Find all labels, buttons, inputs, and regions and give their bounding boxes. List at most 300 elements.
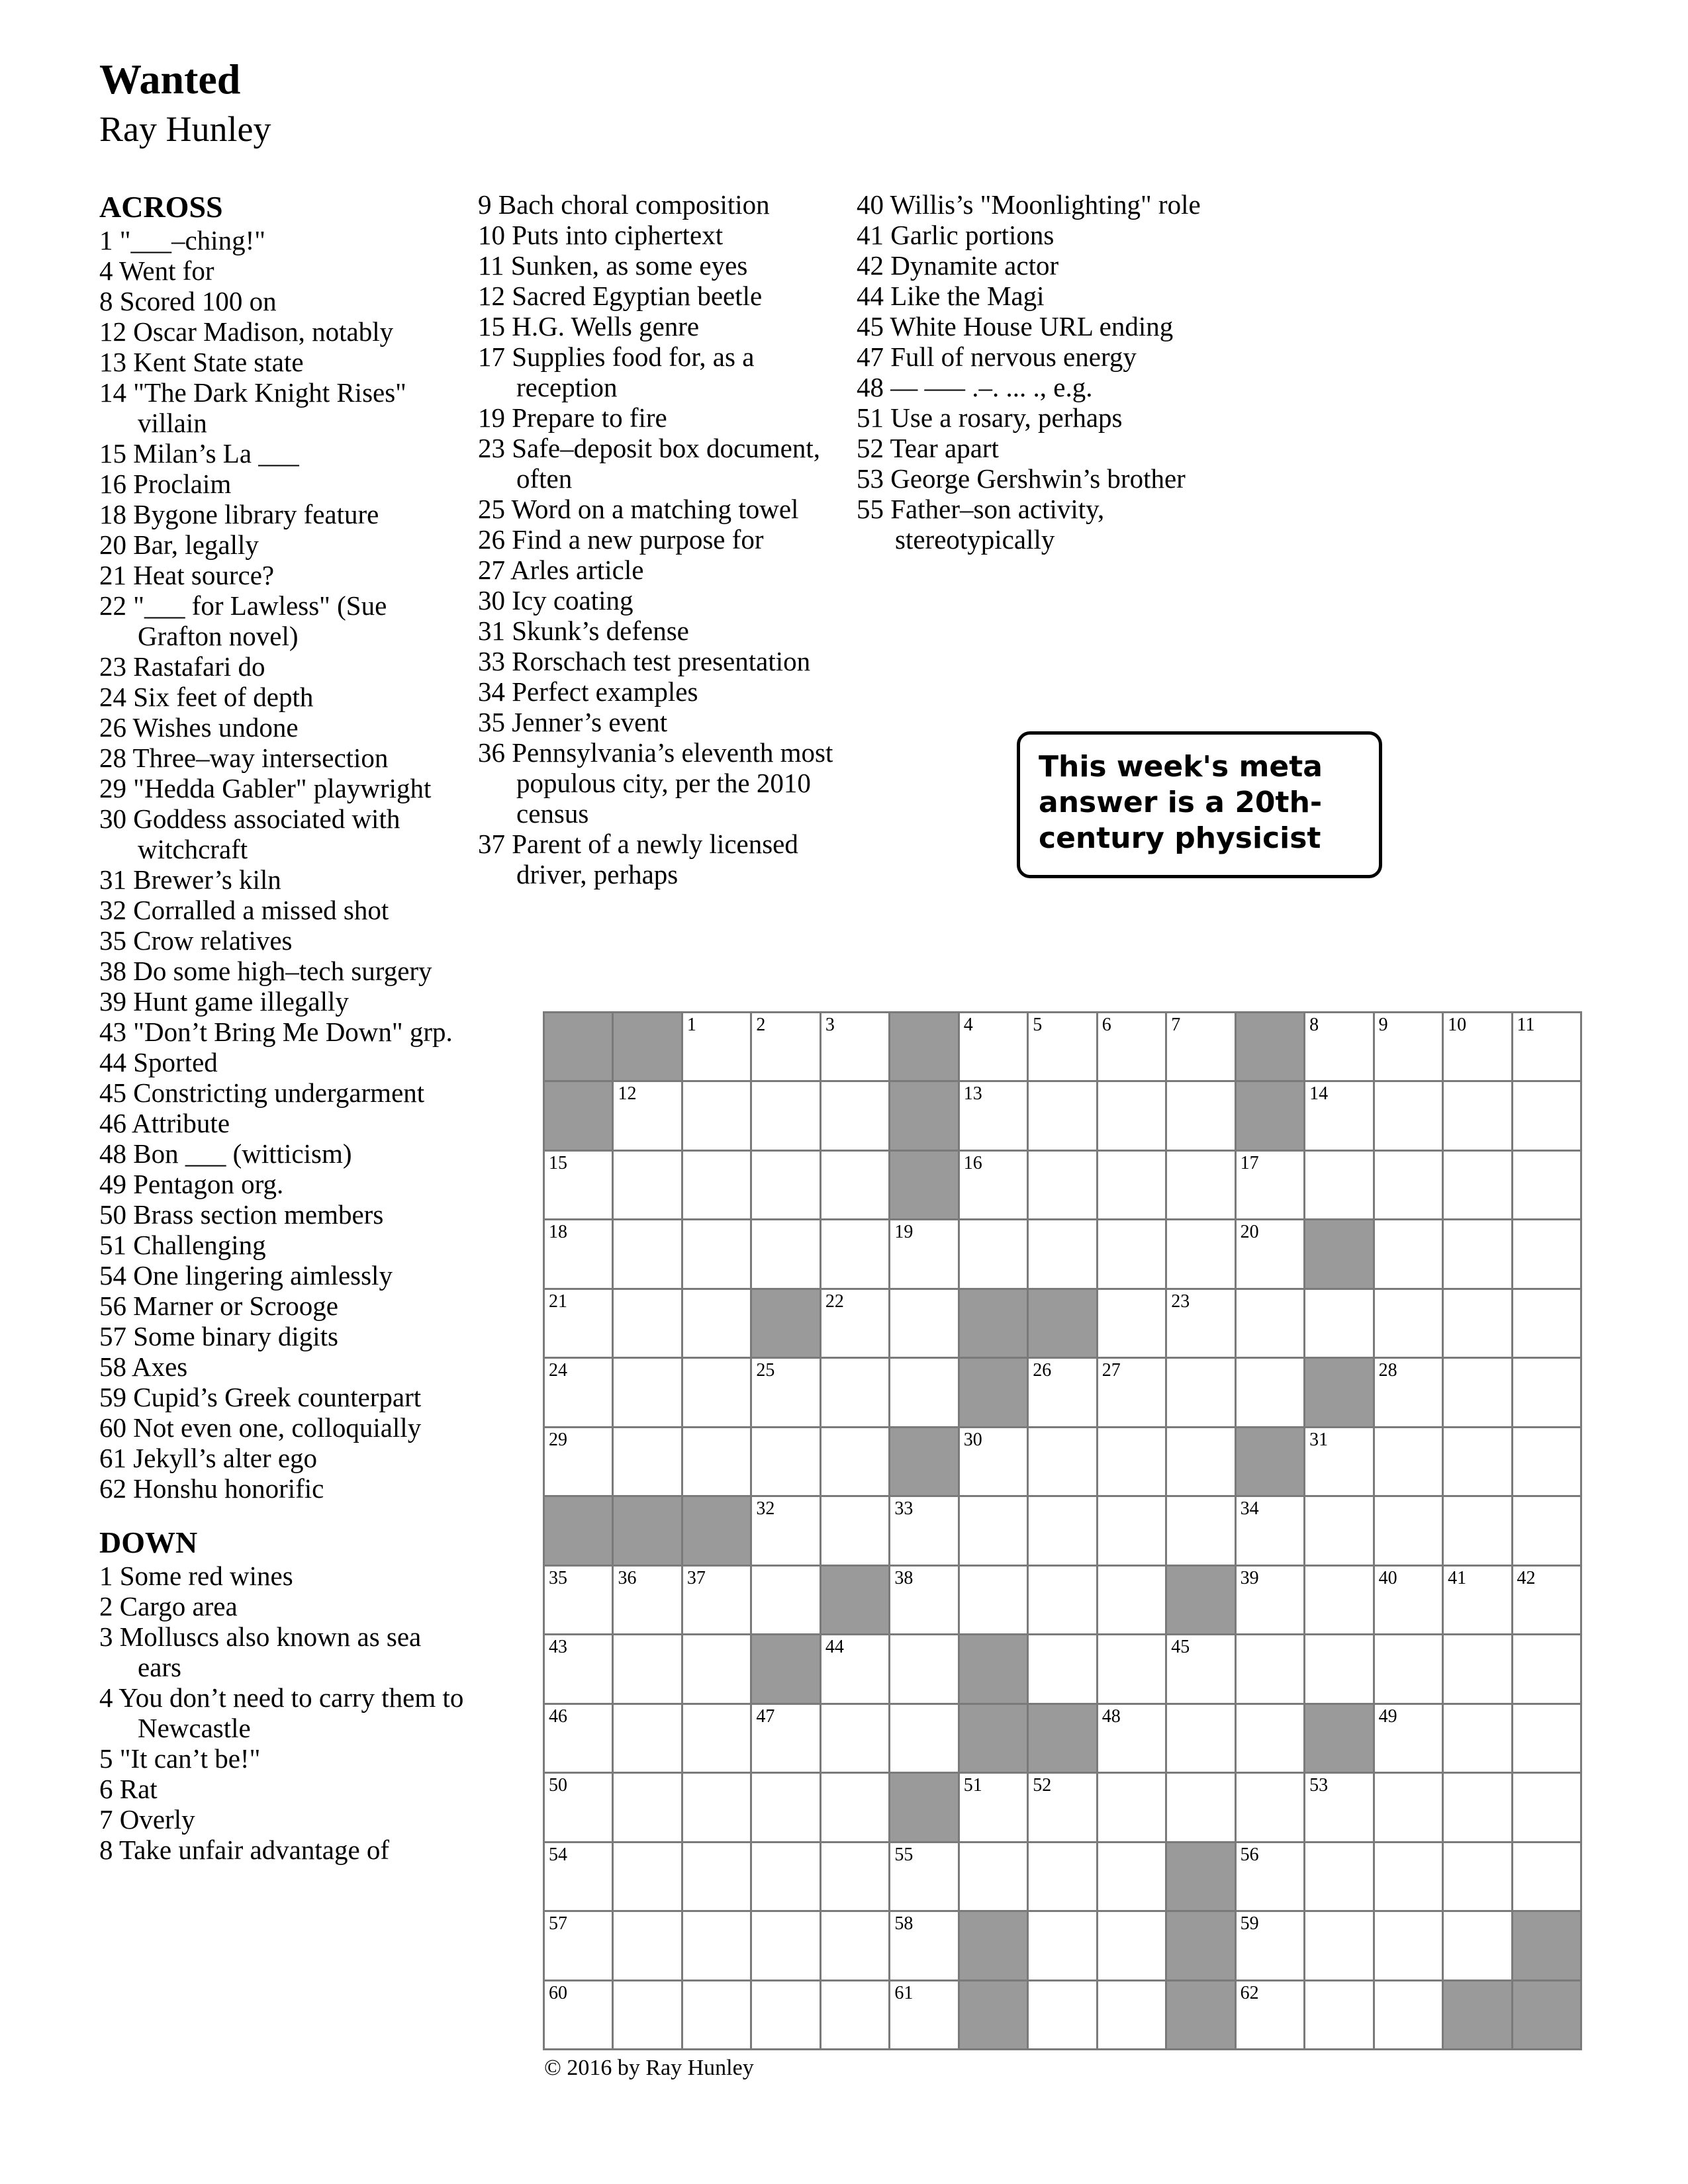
grid-cell[interactable] <box>1444 1567 1511 1633</box>
across-clue: 24 Six feet of depth <box>99 682 314 712</box>
grid-cell[interactable] <box>960 1428 1027 1495</box>
cell-number: 6 <box>1102 1015 1111 1035</box>
cell-number: 47 <box>756 1706 775 1727</box>
grid-cell[interactable] <box>683 1082 750 1149</box>
grid-cell[interactable] <box>1237 1290 1303 1357</box>
grid-cell[interactable] <box>752 1774 819 1841</box>
down-clue-list-part-3 <box>857 189 1227 555</box>
clue-column-3 <box>857 189 1227 555</box>
across-clue: 45 Constricting undergarment <box>99 1077 425 1108</box>
grid-cell[interactable] <box>821 1428 888 1495</box>
grid-cell[interactable] <box>683 1359 750 1426</box>
black-square <box>960 1912 1027 1979</box>
grid-cell[interactable] <box>1375 1567 1442 1633</box>
cell-number: 1 <box>686 1015 696 1035</box>
grid-cell[interactable] <box>1237 1635 1303 1702</box>
grid-cell[interactable] <box>1305 1774 1372 1841</box>
black-square <box>683 1497 750 1564</box>
grid-cell[interactable] <box>1513 1013 1580 1080</box>
puzzle-author: Ray Hunley <box>99 109 271 149</box>
across-clue: 30 Goddess associated with witchcraft <box>99 803 400 864</box>
grid-cell[interactable] <box>683 1013 750 1080</box>
down-clue: 6 Rat <box>99 1774 158 1804</box>
down-clue: 37 Parent of a newly licensed driver, perhaps <box>478 829 798 889</box>
down-clue: 30 Icy coating <box>478 585 633 615</box>
grid-cell[interactable] <box>1098 1774 1165 1841</box>
grid-cell[interactable] <box>1513 1152 1580 1218</box>
grid-cell[interactable] <box>1513 1705 1580 1772</box>
black-square <box>752 1290 819 1357</box>
grid-cell[interactable] <box>1305 1152 1372 1218</box>
down-clue: 55 Father–son activity, stereotypically <box>857 494 1105 555</box>
black-square <box>1444 1981 1511 2048</box>
across-clue: 61 Jekyll’s alter ego <box>99 1443 318 1473</box>
across-clue: 56 Marner or Scrooge <box>99 1291 338 1321</box>
grid-cell[interactable] <box>614 1912 680 1979</box>
grid-cell[interactable] <box>1444 1705 1511 1772</box>
grid-cell[interactable] <box>890 1497 957 1564</box>
grid-cell[interactable] <box>960 1220 1027 1287</box>
grid-cell[interactable] <box>683 1843 750 1910</box>
grid-cell[interactable] <box>1029 1428 1096 1495</box>
grid-cell[interactable] <box>1305 1635 1372 1702</box>
grid-cell[interactable] <box>614 1981 680 2048</box>
across-clue: 4 Went for <box>99 255 214 286</box>
grid-cell[interactable] <box>960 1013 1027 1080</box>
cell-number: 18 <box>549 1222 567 1243</box>
grid-cell[interactable] <box>683 1981 750 2048</box>
grid-cell[interactable] <box>752 1843 819 1910</box>
cell-number: 24 <box>549 1360 567 1381</box>
black-square <box>545 1082 612 1149</box>
across-clue: 29 "Hedda Gabler" playwright <box>99 773 432 803</box>
grid-cell[interactable] <box>1305 1428 1372 1495</box>
grid-cell[interactable] <box>1167 1290 1234 1357</box>
black-square <box>1167 1912 1234 1979</box>
crossword-grid[interactable] <box>543 1011 1582 2050</box>
down-clue: 41 Garlic portions <box>857 220 1055 250</box>
black-square <box>1167 1981 1234 2048</box>
grid-cell[interactable] <box>1375 1359 1442 1426</box>
grid-cell[interactable] <box>752 1013 819 1080</box>
grid-cell[interactable] <box>890 1359 957 1426</box>
cell-number: 33 <box>894 1498 914 1520</box>
down-clue: 31 Skunk’s defense <box>478 615 689 646</box>
across-clue: 51 Challenging <box>99 1230 266 1260</box>
grid-cell[interactable] <box>1305 1013 1372 1080</box>
black-square <box>545 1013 612 1080</box>
grid-cell[interactable] <box>1098 1843 1165 1910</box>
cell-number: 50 <box>549 1775 567 1796</box>
grid-cell[interactable] <box>683 1774 750 1841</box>
cell-number: 34 <box>1240 1498 1259 1520</box>
grid-cell[interactable] <box>1444 1152 1511 1218</box>
grid-cell[interactable] <box>960 1843 1027 1910</box>
grid-cell[interactable] <box>752 1981 819 2048</box>
grid-cell[interactable] <box>545 1428 612 1495</box>
black-square <box>1305 1705 1372 1772</box>
black-square <box>1029 1290 1096 1357</box>
grid-cell[interactable] <box>752 1567 819 1633</box>
grid-cell[interactable] <box>683 1635 750 1702</box>
grid-cell[interactable] <box>752 1082 819 1149</box>
grid-cell[interactable] <box>1305 1981 1372 2048</box>
grid-cell[interactable] <box>1098 1912 1165 1979</box>
grid-cell[interactable] <box>1167 1013 1234 1080</box>
grid-cell[interactable] <box>1098 1013 1165 1080</box>
grid-cell[interactable] <box>683 1290 750 1357</box>
grid-cell[interactable] <box>1513 1428 1580 1495</box>
grid-cell[interactable] <box>1098 1497 1165 1564</box>
grid-cell[interactable] <box>960 1082 1027 1149</box>
grid-cell[interactable] <box>1167 1082 1234 1149</box>
across-clue: 43 "Don’t Bring Me Down" grp. <box>99 1017 453 1047</box>
grid-cell[interactable] <box>545 1912 612 1979</box>
grid-cell[interactable] <box>1167 1359 1234 1426</box>
grid-cell[interactable] <box>1237 1152 1303 1218</box>
grid-cell[interactable] <box>1237 1912 1303 1979</box>
cell-number: 25 <box>756 1360 775 1381</box>
grid-cell[interactable] <box>683 1220 750 1287</box>
grid-cell[interactable] <box>614 1152 680 1218</box>
grid-cell[interactable] <box>1098 1981 1165 2048</box>
across-clue: 57 Some binary digits <box>99 1321 339 1351</box>
grid-cell[interactable] <box>1237 1220 1303 1287</box>
grid-cell[interactable] <box>614 1843 680 1910</box>
grid-cell[interactable] <box>752 1705 819 1772</box>
grid-cell[interactable] <box>545 1843 612 1910</box>
grid-cell[interactable] <box>1375 1843 1442 1910</box>
across-clue: 50 Brass section members <box>99 1199 384 1230</box>
cell-number: 2 <box>756 1015 766 1035</box>
grid-cell[interactable] <box>890 1635 957 1702</box>
down-clue: 45 White House URL ending <box>857 311 1174 341</box>
down-clue: 8 Take unfair advantage of <box>99 1835 390 1865</box>
black-square <box>960 1705 1027 1772</box>
grid-cell[interactable] <box>1098 1705 1165 1772</box>
grid-cell[interactable] <box>752 1359 819 1426</box>
cell-number: 17 <box>1240 1152 1259 1173</box>
grid-cell[interactable] <box>960 1774 1027 1841</box>
cell-number: 8 <box>1309 1015 1319 1035</box>
grid-cell[interactable] <box>1305 1497 1372 1564</box>
cell-number: 45 <box>1171 1637 1190 1658</box>
down-clue: 1 Some red wines <box>99 1561 293 1591</box>
grid-cell[interactable] <box>1167 1705 1234 1772</box>
grid-cell[interactable] <box>752 1497 819 1564</box>
grid-cell[interactable] <box>1098 1428 1165 1495</box>
black-square <box>1305 1220 1372 1287</box>
across-clue: 60 Not even one, colloquially <box>99 1412 422 1443</box>
grid-cell[interactable] <box>821 1912 888 1979</box>
grid-cell[interactable] <box>890 1912 957 1979</box>
grid-cell[interactable] <box>1098 1290 1165 1357</box>
grid-cell[interactable] <box>1444 1082 1511 1149</box>
across-clue: 13 Kent State state <box>99 347 304 377</box>
grid-cell[interactable] <box>1029 1359 1096 1426</box>
grid-cell[interactable] <box>1375 1705 1442 1772</box>
grid-cell[interactable] <box>1375 1774 1442 1841</box>
down-clue: 17 Supplies food for, as a reception <box>478 341 755 402</box>
grid-cell[interactable] <box>1029 1774 1096 1841</box>
grid-cell[interactable] <box>1444 1290 1511 1357</box>
cell-number: 54 <box>549 1844 567 1865</box>
grid-cell[interactable] <box>821 1705 888 1772</box>
grid-cell[interactable] <box>1513 1359 1580 1426</box>
across-clue: 59 Cupid’s Greek counterpart <box>99 1382 422 1412</box>
grid-cell[interactable] <box>821 1082 888 1149</box>
grid-cell[interactable] <box>683 1152 750 1218</box>
grid-cell[interactable] <box>683 1705 750 1772</box>
grid-cell[interactable] <box>1513 1220 1580 1287</box>
grid-cell[interactable] <box>1029 1082 1096 1149</box>
across-clue: 58 Axes <box>99 1351 188 1382</box>
cell-number: 22 <box>825 1291 844 1312</box>
grid-cell[interactable] <box>1029 1220 1096 1287</box>
grid-cell[interactable] <box>960 1152 1027 1218</box>
grid-cell[interactable] <box>614 1220 680 1287</box>
grid-cell[interactable] <box>1305 1843 1372 1910</box>
grid-cell[interactable] <box>1305 1567 1372 1633</box>
across-clue: 12 Oscar Madison, notably <box>99 316 394 347</box>
grid-cell[interactable] <box>1305 1290 1372 1357</box>
grid-cell[interactable] <box>614 1567 680 1633</box>
cell-number: 15 <box>549 1152 567 1173</box>
grid-cell[interactable] <box>1029 1912 1096 1979</box>
down-clue: 44 Like the Magi <box>857 281 1045 311</box>
grid-cell[interactable] <box>821 1843 888 1910</box>
grid-cell[interactable] <box>1305 1912 1372 1979</box>
down-clue: 19 Prepare to fire <box>478 402 667 433</box>
down-clue: 10 Puts into ciphertext <box>478 220 724 250</box>
grid-cell[interactable] <box>1375 1497 1442 1564</box>
cell-number: 11 <box>1517 1015 1535 1035</box>
down-clue: 25 Word on a matching towel <box>478 494 799 524</box>
grid-cell[interactable] <box>614 1428 680 1495</box>
grid-cell[interactable] <box>545 1981 612 2048</box>
grid-cell[interactable] <box>614 1082 680 1149</box>
across-clue: 39 Hunt game illegally <box>99 986 349 1017</box>
across-clue: 32 Corralled a missed shot <box>99 895 389 925</box>
grid-cell[interactable] <box>683 1567 750 1633</box>
grid-cell[interactable] <box>752 1220 819 1287</box>
grid-cell[interactable] <box>1098 1567 1165 1633</box>
grid-cell[interactable] <box>1375 1013 1442 1080</box>
down-clue: 40 Willis’s "Moonlighting" role <box>857 189 1201 220</box>
grid-cell[interactable] <box>614 1290 680 1357</box>
cell-number: 37 <box>686 1567 706 1588</box>
grid-cell[interactable] <box>890 1290 957 1357</box>
grid-cell[interactable] <box>614 1705 680 1772</box>
grid-cell[interactable] <box>821 1359 888 1426</box>
grid-cell[interactable] <box>1029 1497 1096 1564</box>
grid-cell[interactable] <box>1167 1497 1234 1564</box>
cell-number: 26 <box>1033 1360 1052 1381</box>
grid-cell[interactable] <box>545 1152 612 1218</box>
grid-cell[interactable] <box>614 1635 680 1702</box>
grid-cell[interactable] <box>821 1013 888 1080</box>
grid-cell[interactable] <box>1444 1013 1511 1080</box>
grid-cell[interactable] <box>1237 1774 1303 1841</box>
cell-number: 43 <box>549 1637 567 1658</box>
grid-cell[interactable] <box>1513 1290 1580 1357</box>
grid-cell[interactable] <box>1513 1635 1580 1702</box>
grid-cell[interactable] <box>1029 1567 1096 1633</box>
grid-cell[interactable] <box>1444 1774 1511 1841</box>
down-clue: 51 Use a rosary, perhaps <box>857 402 1123 433</box>
down-clue: 26 Find a new purpose for <box>478 524 764 555</box>
down-clue: 48 –– ––– .–. ... ., e.g. <box>857 372 1093 402</box>
grid-cell[interactable] <box>890 1981 957 2048</box>
grid-cell[interactable] <box>1237 1705 1303 1772</box>
across-clue: 28 Three–way intersection <box>99 743 389 773</box>
grid-cell[interactable] <box>545 1635 612 1702</box>
grid-cell[interactable] <box>545 1774 612 1841</box>
grid-cell[interactable] <box>960 1567 1027 1633</box>
grid-cell[interactable] <box>1305 1082 1372 1149</box>
cell-number: 42 <box>1517 1567 1536 1588</box>
cell-number: 4 <box>963 1015 973 1035</box>
grid-cell[interactable] <box>1098 1220 1165 1287</box>
black-square <box>1237 1428 1303 1495</box>
grid-cell[interactable] <box>960 1497 1027 1564</box>
grid-cell[interactable] <box>1098 1152 1165 1218</box>
grid-cell[interactable] <box>1237 1981 1303 2048</box>
grid-cell[interactable] <box>890 1843 957 1910</box>
grid-cell[interactable] <box>1375 1428 1442 1495</box>
down-clue: 3 Molluscs also known as sea ears <box>99 1621 422 1682</box>
grid-cell[interactable] <box>1098 1359 1165 1426</box>
grid-cell[interactable] <box>821 1635 888 1702</box>
grid-cell[interactable] <box>1375 1912 1442 1979</box>
across-heading: ACROSS <box>99 190 223 224</box>
down-clue: 15 H.G. Wells genre <box>478 311 700 341</box>
grid-cell[interactable] <box>1513 1567 1580 1633</box>
across-clue: 46 Attribute <box>99 1108 230 1138</box>
cell-number: 16 <box>963 1152 982 1173</box>
grid-cell[interactable] <box>1167 1220 1234 1287</box>
grid-cell[interactable] <box>1237 1497 1303 1564</box>
cell-number: 55 <box>894 1844 914 1865</box>
grid-cell[interactable] <box>1029 1843 1096 1910</box>
black-square <box>821 1567 888 1633</box>
grid-cell[interactable] <box>683 1912 750 1979</box>
grid-cell[interactable] <box>821 1981 888 2048</box>
grid-cell[interactable] <box>1029 1981 1096 2048</box>
grid-cell[interactable] <box>821 1152 888 1218</box>
clue-column-1 <box>99 189 470 1865</box>
grid-cell[interactable] <box>1029 1013 1096 1080</box>
grid-cell[interactable] <box>1375 1152 1442 1218</box>
grid-cell[interactable] <box>821 1220 888 1287</box>
grid-cell[interactable] <box>752 1152 819 1218</box>
grid-cell[interactable] <box>1444 1497 1511 1564</box>
grid-cell[interactable] <box>1444 1635 1511 1702</box>
down-clue: 9 Bach choral composition <box>478 189 770 220</box>
cell-number: 31 <box>1309 1429 1329 1450</box>
across-clue: 1 "___–ching!" <box>99 225 265 255</box>
grid-cell[interactable] <box>545 1290 612 1357</box>
cell-number: 60 <box>549 1982 567 2003</box>
grid-cell[interactable] <box>821 1290 888 1357</box>
grid-cell[interactable] <box>1375 1981 1442 2048</box>
grid-cell[interactable] <box>1098 1635 1165 1702</box>
down-clue: 33 Rorschach test presentation <box>478 646 811 676</box>
grid-cell[interactable] <box>614 1774 680 1841</box>
grid-cell[interactable] <box>1029 1635 1096 1702</box>
grid-cell[interactable] <box>1444 1912 1511 1979</box>
clue-column-2 <box>478 189 855 889</box>
across-clue: 54 One lingering aimlessly <box>99 1260 393 1291</box>
cell-number: 49 <box>1378 1706 1397 1727</box>
cell-number: 5 <box>1033 1015 1043 1035</box>
across-clue: 31 Brewer’s kiln <box>99 864 281 895</box>
cell-number: 27 <box>1102 1360 1121 1381</box>
grid-cell[interactable] <box>545 1220 612 1287</box>
grid-cell[interactable] <box>821 1774 888 1841</box>
cell-number: 51 <box>963 1775 982 1796</box>
grid-cell[interactable] <box>545 1567 612 1633</box>
across-clue: 35 Crow relatives <box>99 925 293 956</box>
grid-cell[interactable] <box>1167 1774 1234 1841</box>
cell-number: 32 <box>756 1498 775 1520</box>
puzzle-title: Wanted <box>99 56 241 103</box>
grid-cell[interactable] <box>1513 1774 1580 1841</box>
grid-cell[interactable] <box>1167 1635 1234 1702</box>
grid-cell[interactable] <box>1444 1843 1511 1910</box>
grid-cell[interactable] <box>752 1428 819 1495</box>
grid-cell[interactable] <box>545 1705 612 1772</box>
grid-cell[interactable] <box>1444 1359 1511 1426</box>
grid-cell[interactable] <box>1375 1635 1442 1702</box>
cell-number: 36 <box>618 1567 637 1588</box>
grid-cell[interactable] <box>1375 1220 1442 1287</box>
grid-cell[interactable] <box>1237 1843 1303 1910</box>
grid-cell[interactable] <box>752 1912 819 1979</box>
grid-cell[interactable] <box>1098 1082 1165 1149</box>
cell-number: 29 <box>549 1429 567 1450</box>
grid-cell[interactable] <box>1029 1152 1096 1218</box>
grid-cell[interactable] <box>1237 1359 1303 1426</box>
cell-number: 39 <box>1240 1567 1259 1588</box>
grid-cell[interactable] <box>821 1497 888 1564</box>
cell-number: 46 <box>549 1706 567 1727</box>
grid-cell[interactable] <box>890 1220 957 1287</box>
grid-cell[interactable] <box>1513 1082 1580 1149</box>
grid-cell[interactable] <box>1167 1152 1234 1218</box>
grid-cell[interactable] <box>1167 1428 1234 1495</box>
black-square <box>1029 1705 1096 1772</box>
cell-number: 14 <box>1309 1083 1329 1105</box>
grid-cell[interactable] <box>1513 1843 1580 1910</box>
grid-cell[interactable] <box>1375 1082 1442 1149</box>
grid-cell[interactable] <box>1444 1428 1511 1495</box>
grid-cell[interactable] <box>1375 1290 1442 1357</box>
grid-cell[interactable] <box>614 1359 680 1426</box>
down-clue: 35 Jenner’s event <box>478 707 668 737</box>
grid-cell[interactable] <box>545 1359 612 1426</box>
grid-cell[interactable] <box>1444 1220 1511 1287</box>
cell-number: 58 <box>894 1913 914 1934</box>
black-square <box>614 1013 680 1080</box>
grid-cell[interactable] <box>1513 1497 1580 1564</box>
grid-cell[interactable] <box>890 1567 957 1633</box>
grid-cell[interactable] <box>683 1428 750 1495</box>
cell-number: 7 <box>1171 1015 1181 1035</box>
down-clue: 5 "It can’t be!" <box>99 1743 261 1774</box>
grid-cell[interactable] <box>890 1705 957 1772</box>
grid-cell[interactable] <box>1237 1567 1303 1633</box>
